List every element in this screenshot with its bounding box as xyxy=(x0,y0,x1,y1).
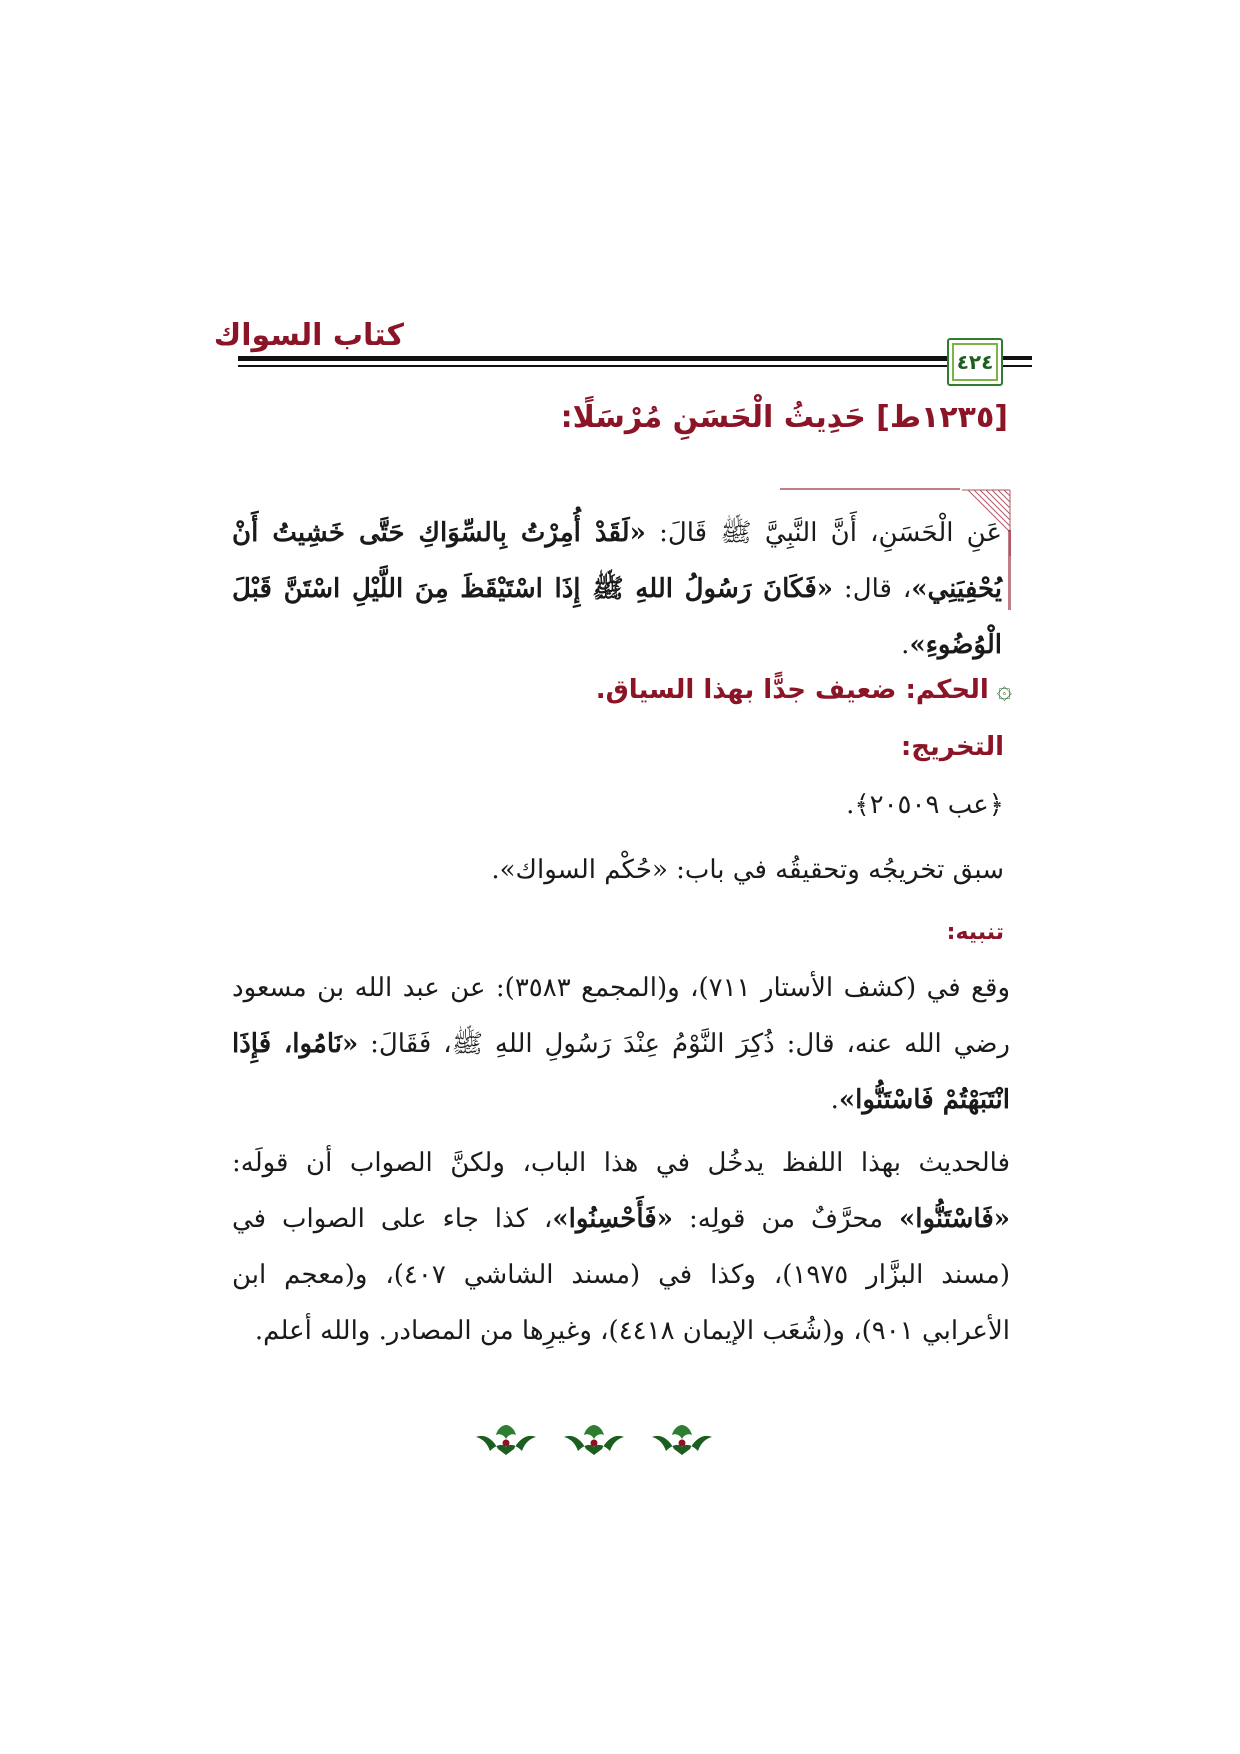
header-rule-right-thick xyxy=(1002,356,1032,360)
ruling-line xyxy=(596,675,1012,705)
ruling-label: الحكم: xyxy=(905,675,989,705)
header-rule-thick xyxy=(238,356,998,361)
page-number-badge xyxy=(947,338,1003,386)
tanbih-p2-text-a: فالحديث بهذا اللفظ يدخُل في هذا الباب، ولكنَّ الصواب أن قولَه: xyxy=(232,1148,1010,1178)
ruling-value: ضعيف جدًّا بهذا السياق. xyxy=(595,675,906,705)
tanbih-p2-text-b: محرَّفٌ من قولِه: xyxy=(672,1204,900,1234)
tanbih-p2-quote-1: «فَاسْتَنُّوا» xyxy=(899,1204,1010,1234)
header-rule-right-thin xyxy=(1002,365,1032,367)
takhrij-reference: ﴿عب ٢٠٥٠٩﴾. xyxy=(846,790,1004,820)
section-heading: [١٢٣٥ط] حَدِيثُ الْحَسَنِ مُرْسَلًا: xyxy=(560,400,1008,435)
tanbih-p2-quote-2: «فَأَحْسِنُوا» xyxy=(552,1204,673,1234)
takhrij-heading: التخريج: xyxy=(900,732,1004,762)
hadith-frame-side xyxy=(1008,530,1011,610)
hadith-quote2: «فَكَانَ رَسُولُ اللهِ ﷺ إِذَا اسْتَيْقَظَ مِنَ اللَّيْلِ اسْتَنَّ قَبْلَ الْوُضُوءِ» xyxy=(232,574,1002,660)
running-header-title: كتاب السواك xyxy=(213,318,404,353)
takhrij-previous: سبق تخريجُه وتحقيقُه في باب: «حُكْم السواك». xyxy=(491,855,1004,885)
hadith-part2: ، قال: xyxy=(833,574,912,604)
lotus-ornament-icon xyxy=(474,1423,538,1457)
flower-icon: ۞ xyxy=(996,675,1012,705)
lotus-ornament-icon xyxy=(650,1423,714,1457)
hadith-quote1: «لَقَدْ أُمِرْتُ بِالسِّوَاكِ حَتَّى خَشِيتُ أَنْ يُحْفِيَنِي» xyxy=(232,518,1003,604)
hadith-part1: عَنِ الْحَسَنِ، أَنَّ النَّبِيَّ ﷺ قَالَ: xyxy=(645,518,1002,548)
tanbih-paragraph-2 xyxy=(232,1135,1010,1359)
lotus-ornament-icon xyxy=(562,1423,626,1457)
tanbih-p1-text: وقع في (كشف الأستار ٧١١)، و(المجمع ٣٥٨٣): عن عبد الله بن مسعود رضي الله عنه، قال: ذُكِرَ النَّوْمُ عِنْدَ رَسُولِ اللهِ ﷺ، فَقَالَ: xyxy=(232,973,1011,1059)
tanbih-p2-text-c: ، كذا جاء على الصواب في (مسند البزَّار ١٩٧٥)، وكذا في (مسند الشاشي ٤٠٧)، و(معجم ابن الأعرابي ٩٠١)، و(شُعَب الإيمان ٤٤١٨)، وغيرِها من المصادر. والله أعلم. xyxy=(232,1204,1010,1346)
hadith-frame-top xyxy=(780,488,960,490)
tanbih-p1-quote: «نَامُوا، فَإِذَا انْتَبَهْتُمْ فَاسْتَنُّوا» xyxy=(232,1029,1010,1115)
tanbih-p1-end: . xyxy=(830,1085,839,1115)
header-rule-thin xyxy=(238,365,998,367)
end-ornament xyxy=(474,1420,714,1460)
hadith-text xyxy=(232,505,1002,673)
tanbih-paragraph-1 xyxy=(232,960,1010,1128)
hadith-end: . xyxy=(901,630,910,660)
page-number: ٤٢٤ xyxy=(956,350,994,374)
tanbih-heading: تنبيه: xyxy=(946,920,1004,945)
